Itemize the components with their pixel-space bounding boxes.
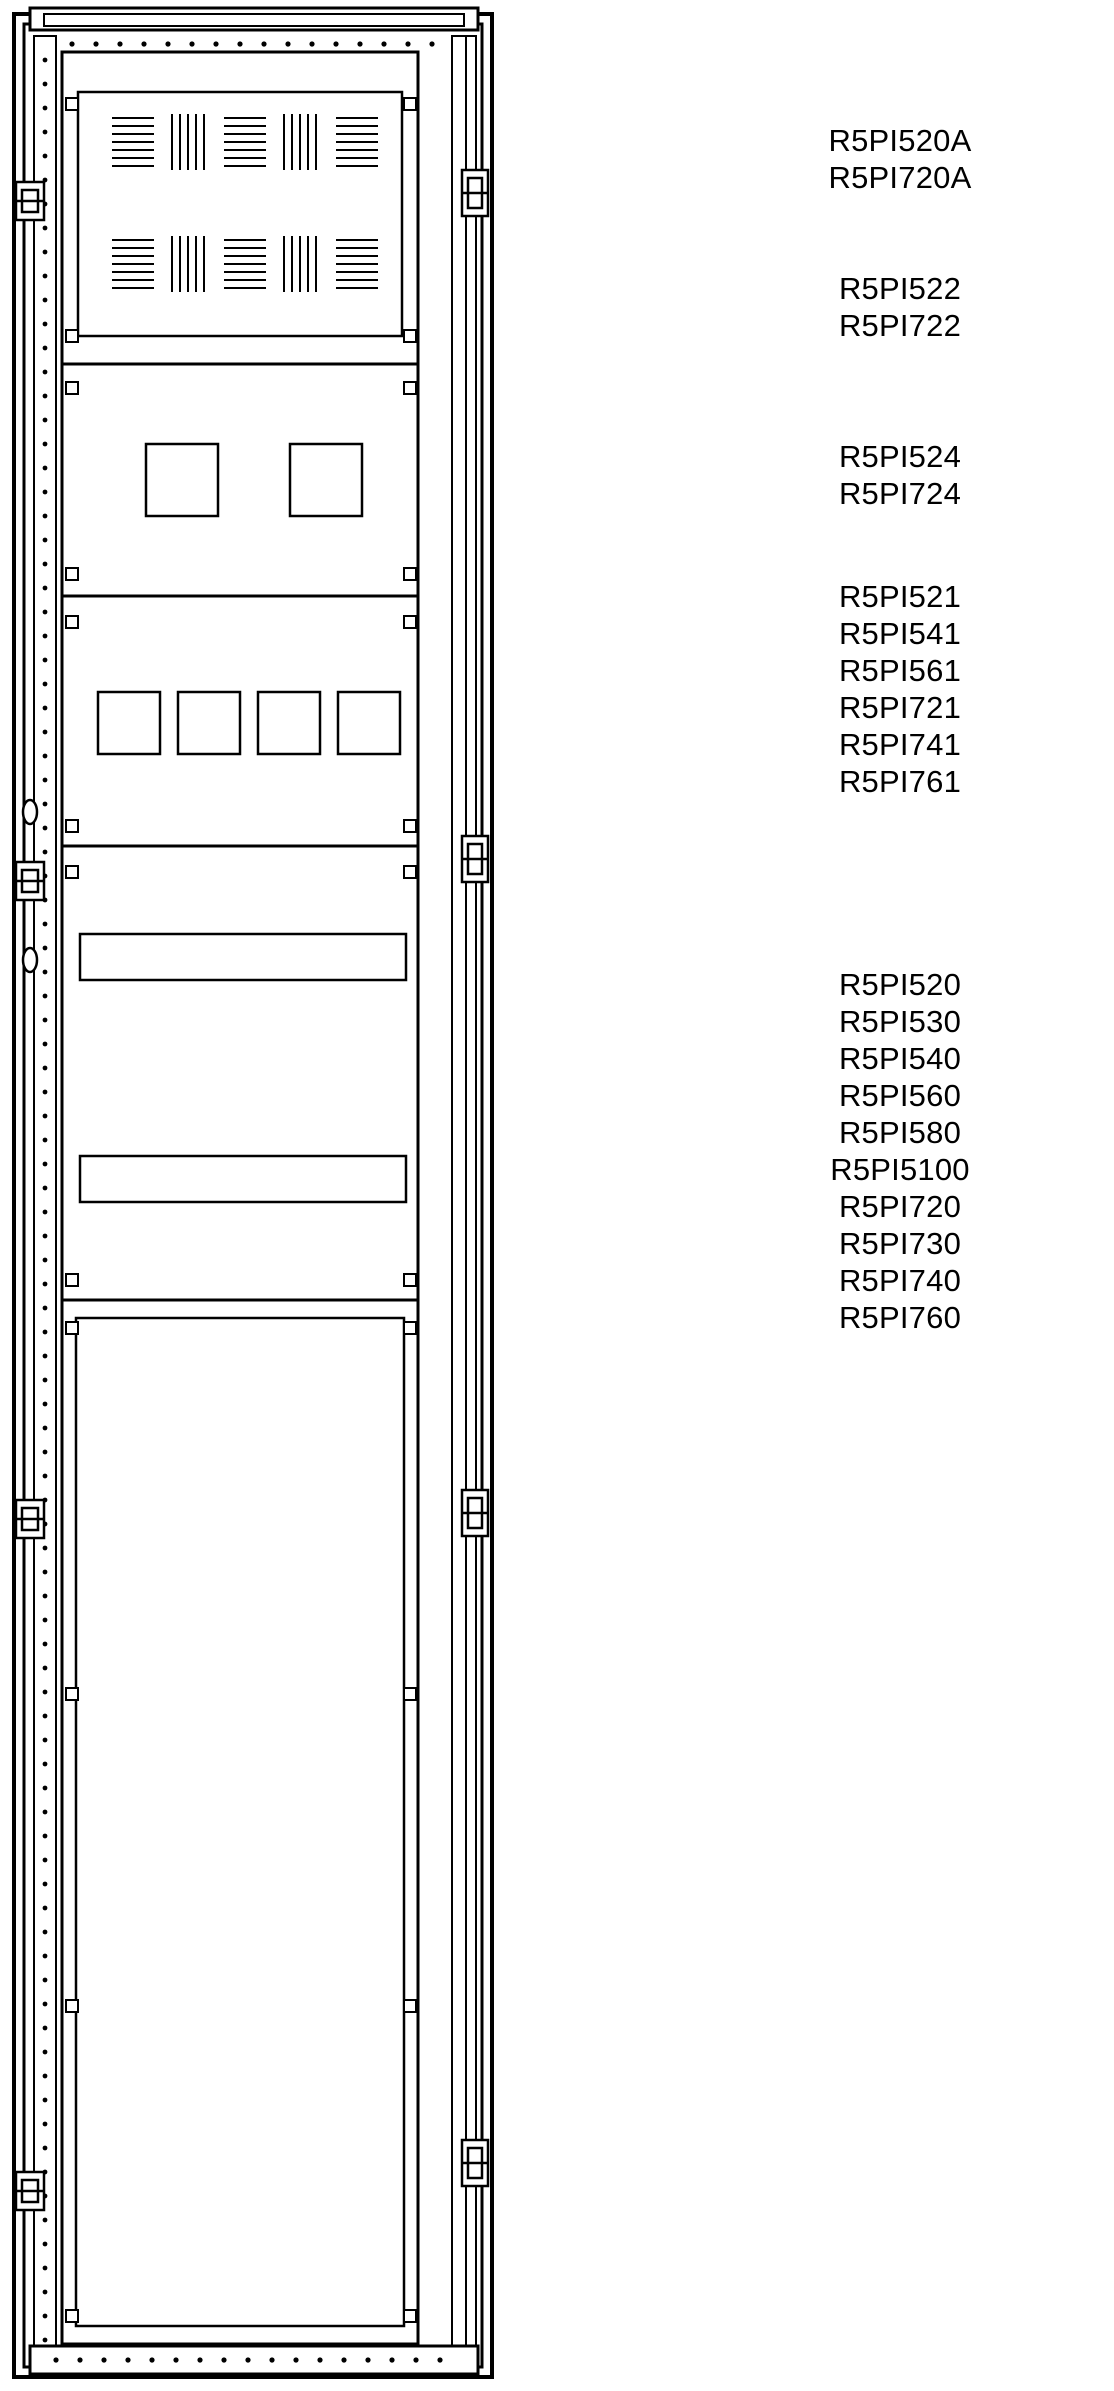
- cabinet-top-rail-inner: [44, 14, 464, 26]
- right-mounting-post: [452, 36, 476, 2356]
- right-hinge-lower: [462, 1490, 488, 1536]
- part-number: R5PI760: [838, 1300, 962, 1335]
- slot-1: [80, 934, 406, 980]
- cutout-square-4: [178, 692, 240, 754]
- part-number: R5PI520: [838, 967, 962, 1002]
- part-number: R5PI721: [838, 690, 962, 725]
- part-number: R5PI540: [838, 1041, 962, 1076]
- blank-panel-face: [76, 1318, 404, 2326]
- left-hinge-middle: [16, 862, 44, 900]
- part-number: R5PI541: [838, 616, 962, 651]
- part-number: R5PI580: [838, 1115, 962, 1150]
- left-hinge-bottom: [16, 2172, 44, 2210]
- part-number: R5PI561: [838, 653, 962, 688]
- part-number: R5PI560: [838, 1078, 962, 1113]
- part-number: R5PI730: [838, 1226, 962, 1261]
- part-number-labels: [740, 0, 1114, 2391]
- label-group-vented-panel: [750, 122, 1050, 196]
- part-number: R5PI722: [838, 308, 962, 343]
- cutout-square-2: [290, 444, 362, 516]
- right-hinge-middle: [462, 836, 488, 882]
- part-number: R5PI521: [838, 579, 962, 614]
- vented-panel-face: [78, 92, 402, 336]
- part-number: R5PI5100: [830, 1152, 970, 1187]
- cutout-square-5: [258, 692, 320, 754]
- left-hinge-upper: [16, 182, 44, 220]
- cutout-square-6: [338, 692, 400, 754]
- part-number: R5PI524: [838, 439, 962, 474]
- cutout-square-3: [98, 692, 160, 754]
- part-number: R5PI741: [838, 727, 962, 762]
- right-hinge-upper: [462, 170, 488, 216]
- label-group-two-cutout-panel: [750, 270, 1050, 344]
- part-number: R5PI761: [838, 764, 962, 799]
- label-group-four-cutout-panel: [750, 438, 1050, 512]
- part-number: R5PI520A: [828, 123, 972, 158]
- section-two-cutout-panel: [62, 364, 418, 596]
- cabinet-bottom-rail: [30, 2346, 478, 2374]
- part-number: R5PI720: [838, 1189, 962, 1224]
- cutout-square-1: [146, 444, 218, 516]
- left-mounting-post: [34, 36, 56, 2356]
- label-group-blank-panel: [750, 966, 1050, 1336]
- section-two-slot-panel: [62, 846, 418, 1300]
- right-hinge-bottom: [462, 2140, 488, 2186]
- part-number: R5PI522: [838, 271, 962, 306]
- part-number: R5PI720A: [828, 160, 972, 195]
- part-number: R5PI724: [838, 476, 962, 511]
- label-group-two-slot-panel: [750, 578, 1050, 800]
- left-hinge-lower: [16, 1500, 44, 1538]
- part-number: R5PI740: [838, 1263, 962, 1298]
- slot-2: [80, 1156, 406, 1202]
- part-number: R5PI530: [838, 1004, 962, 1039]
